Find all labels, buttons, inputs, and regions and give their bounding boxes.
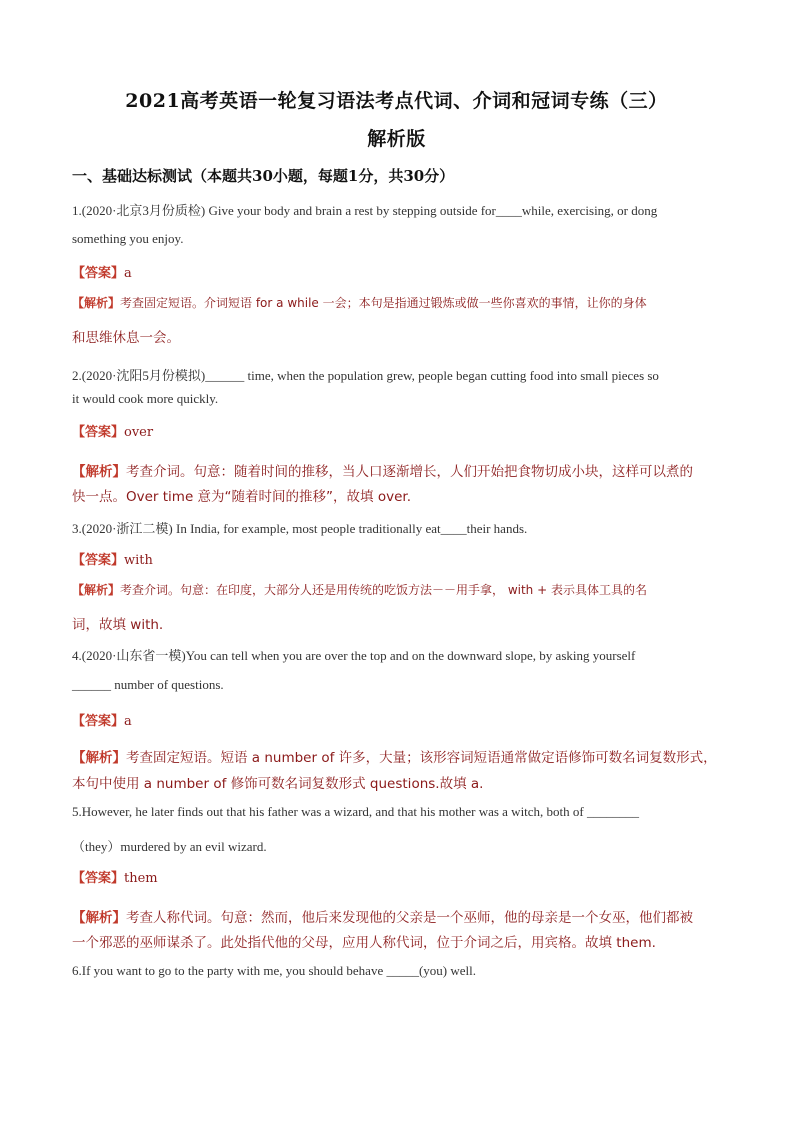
question-3-answer <box>72 549 153 568</box>
answer-tag: 【答案】 <box>72 266 125 281</box>
explanation-tag: 【解析】 <box>72 910 126 926</box>
question-2-answer <box>72 421 153 440</box>
question-4-line-2: ______ number of questions. <box>72 677 224 692</box>
explanation-text: 考查固定短语。介词短语 for a while 一会；本句是指通过锻炼或做一些你喜欢的事情，让你的身体 <box>120 296 647 310</box>
question-6-line-1: 6.If you want to go to the party with me, you should behave _____(you) well. <box>72 963 477 978</box>
explanation-tag: 【解析】 <box>72 750 126 766</box>
question-4-explanation-line-1 <box>72 746 717 766</box>
explanation-text: 考查介词。句意：在印度，大部分人还是用传统的吃饭方法－－用手拿， with + 表示具体工具的名 <box>120 583 647 597</box>
question-1-answer <box>72 262 132 281</box>
answer-tag: 【答案】 <box>72 871 125 886</box>
explanation-tag: 【解析】 <box>72 583 121 597</box>
question-1-explanation-line-1 <box>72 294 647 311</box>
explanation-text: 考查人称代词。句意：然而，他后来发现他的父亲是一个巫师，他的母亲是一个女巫，他们都被 <box>126 910 693 926</box>
question-2-line-2: it would cook more quickly. <box>72 391 219 406</box>
question-2-line-1: 2.(2020·沈阳5月份模拟)______ time, when the population grew, people began cutting food into small pieces so <box>72 368 659 383</box>
explanation-text: 考查介词。句意：随着时间的推移，当人口逐渐增长，人们开始把食物切成小块，这样可以煮的 <box>126 464 693 480</box>
answer-text: a <box>124 266 132 281</box>
question-2-explanation-line-1 <box>72 460 693 480</box>
explanation-tag: 【解析】 <box>72 296 121 310</box>
explanation-tag: 【解析】 <box>72 464 126 480</box>
question-4-line-1: 4.(2020·山东省一模)You can tell when you are over the top and on the downward slope, by asking yourself <box>72 648 636 663</box>
document-title: 2021高考英语一轮复习语法考点代词、介词和冠词专练（三） <box>125 90 668 112</box>
answer-tag: 【答案】 <box>72 553 125 568</box>
question-3-explanation-line-2: 词，故填 with. <box>72 617 164 633</box>
question-5-answer <box>72 867 158 886</box>
question-2-explanation-line-2: 快一点。Over time 意为“随着时间的推移”，故填 over. <box>72 489 411 505</box>
answer-text: a <box>124 714 132 729</box>
question-5-line-2: （they）murdered by an evil wizard. <box>72 839 267 854</box>
question-5-line-1: 5.However, he later finds out that his father was a wizard, and that his mother was a witch, both of ________ <box>72 804 639 819</box>
question-4-answer <box>72 710 132 729</box>
answer-tag: 【答案】 <box>72 714 125 729</box>
question-3-explanation-line-1 <box>72 581 647 598</box>
answer-text: with <box>124 553 153 568</box>
answer-text: over <box>124 425 154 440</box>
question-1-explanation-line-2: 和思维休息一会。 <box>72 330 180 346</box>
question-1-line-2: something you enjoy. <box>72 231 184 246</box>
question-5-explanation-line-1 <box>72 906 693 926</box>
document-subtitle: 解析版 <box>367 128 426 150</box>
answer-text: them <box>124 871 158 886</box>
question-4-explanation-line-2: 本句中使用 a number of 修饰可数名词复数形式 questions.故填 a. <box>72 776 484 792</box>
question-3-line-1: 3.(2020·浙江二模) In India, for example, most people traditionally eat____their hands. <box>72 521 528 536</box>
question-1-line-1: 1.(2020·北京3月份质检) Give your body and brain a rest by stepping outside for____while, exercising, or dong <box>72 203 658 218</box>
explanation-text: 考查固定短语。短语 a number of 许多，大量；该形容词短语通常做定语修饰可数名词复数形式， <box>126 750 717 766</box>
answer-tag: 【答案】 <box>72 425 125 440</box>
section-heading: 一、基础达标测试（本题共30小题，每题1分，共30分） <box>72 167 455 185</box>
question-5-explanation-line-2: 一个邪恶的巫师谋杀了。此处指代他的父母，应用人称代词，位于介词之后，用宾格。故填 them. <box>72 935 656 951</box>
